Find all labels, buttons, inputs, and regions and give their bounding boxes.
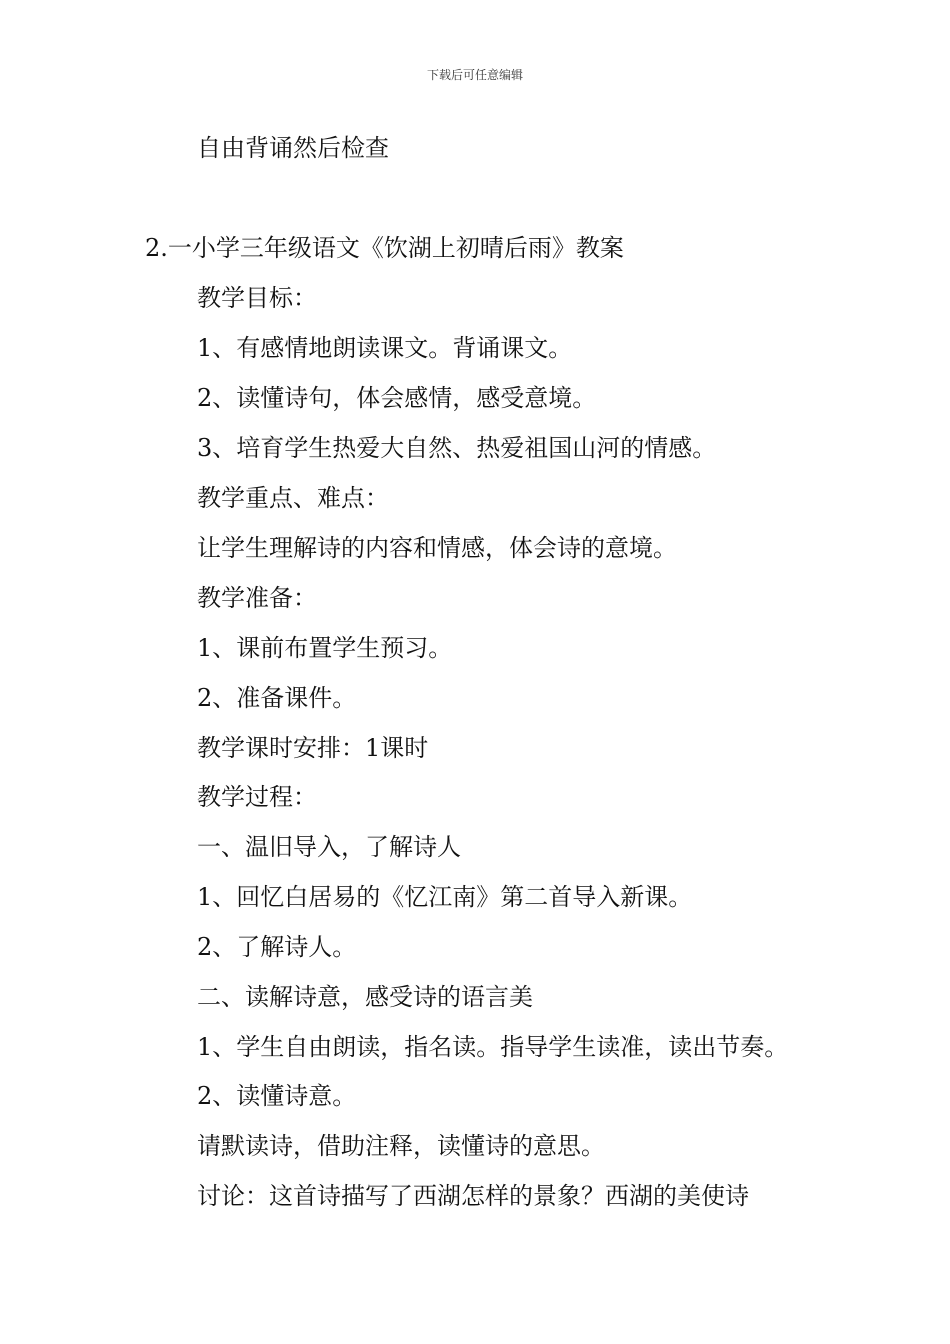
text-line: 1、学生自由朗读，指名读。指导学生读准，读出节奏。 <box>197 1033 789 1061</box>
text-line: 让学生理解诗的内容和情感，体会诗的意境。 <box>197 534 677 562</box>
text-line: 自由背诵然后检查 <box>197 134 389 162</box>
text-line: 二、读解诗意，感受诗的语言美 <box>197 983 533 1011</box>
text-line: 1、有感情地朗读课文。背诵课文。 <box>197 334 573 362</box>
text-line: 2、读懂诗句，体会感情，感受意境。 <box>197 384 597 412</box>
page-header: 下载后可任意编辑 <box>426 68 523 82</box>
text-line: 教学过程： <box>197 783 317 811</box>
text-line: 讨论：这首诗描写了西湖怎样的景象？西湖的美使诗 <box>197 1182 749 1210</box>
text-line: 1、回忆白居易的《忆江南》第二首导入新课。 <box>197 883 693 911</box>
text-line: 2、了解诗人。 <box>197 933 357 961</box>
text-line: 教学目标： <box>197 284 317 312</box>
section-heading: 2.一小学三年级语文《饮湖上初晴后雨》教案 <box>145 234 624 262</box>
text-line: 教学准备： <box>197 584 317 612</box>
text-line: 2、读懂诗意。 <box>197 1082 357 1110</box>
text-line: 教学课时安排：1课时 <box>197 734 429 762</box>
text-line: 2、准备课件。 <box>197 684 357 712</box>
text-line: 3、培育学生热爱大自然、热爱祖国山河的情感。 <box>197 434 717 462</box>
text-line: 教学重点、难点： <box>197 484 389 512</box>
text-line: 1、课前布置学生预习。 <box>197 634 453 662</box>
text-line: 一、温旧导入，了解诗人 <box>197 833 461 861</box>
text-line: 请默读诗，借助注释，读懂诗的意思。 <box>197 1132 605 1160</box>
